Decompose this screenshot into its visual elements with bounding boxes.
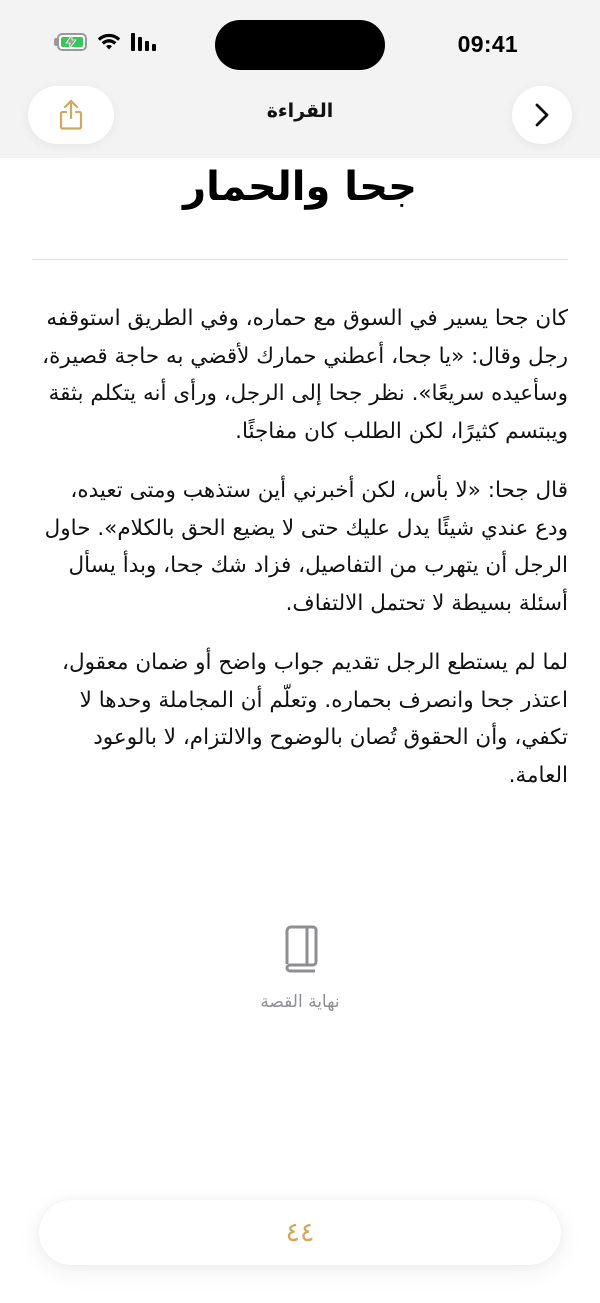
battery-charging-icon bbox=[54, 33, 87, 51]
paragraph-1: كان جحا يسير في السوق مع حماره، وفي الطريق استوقفه رجل وقال: «يا جحا، أعطني حمارك لأقضي به حاجة قصيرة، وسأعيده سريعًا». نظر جحا إلى الرجل، ورأى أنه يتكلم بثقة ويبتسم كثيرًا، لكن الطلب كان مفاجئًا. bbox=[42, 306, 568, 444]
book-icon bbox=[280, 924, 320, 974]
paragraph-2: قال جحا: «لا بأس، لكن أخبرني أين ستذهب ومتى تعيده، ودع عندي شيئًا يدل عليك حتى لا يضيع الحق بالكلام». حاول الرجل أن يتهرب من التفاصيل، فزاد شك جحا، وبدأ يسأل أسئلة بسيطة لا تحتمل الالتفاف. bbox=[44, 478, 568, 616]
next-button[interactable] bbox=[512, 86, 572, 144]
signal-icon bbox=[131, 33, 156, 51]
story-end bbox=[0, 924, 600, 1012]
top-bar bbox=[0, 0, 600, 158]
end-label: نهاية القصة bbox=[260, 992, 340, 1012]
nav-title: القراءة bbox=[266, 100, 334, 122]
article-title: جحا والحمار bbox=[183, 164, 417, 210]
status-time: 09:41 bbox=[457, 31, 518, 57]
title-divider bbox=[32, 259, 568, 260]
page-number: ٤٤ bbox=[285, 1217, 315, 1248]
chevron-right-icon bbox=[534, 102, 550, 128]
wifi-icon bbox=[97, 33, 121, 51]
page-indicator[interactable] bbox=[39, 1200, 561, 1265]
article-body bbox=[32, 300, 568, 816]
status-icons bbox=[54, 33, 156, 51]
dynamic-island bbox=[215, 20, 385, 70]
paragraph-3: لما لم يستطع الرجل تقديم جواب واضح أو ضمان معقول، اعتذر جحا وانصرف بحماره. وتعلّم أن المجاملة وحدها لا تكفي، وأن الحقوق تُصان بالوضوح والالتزام، لا بالوعود العامة. bbox=[62, 650, 568, 788]
